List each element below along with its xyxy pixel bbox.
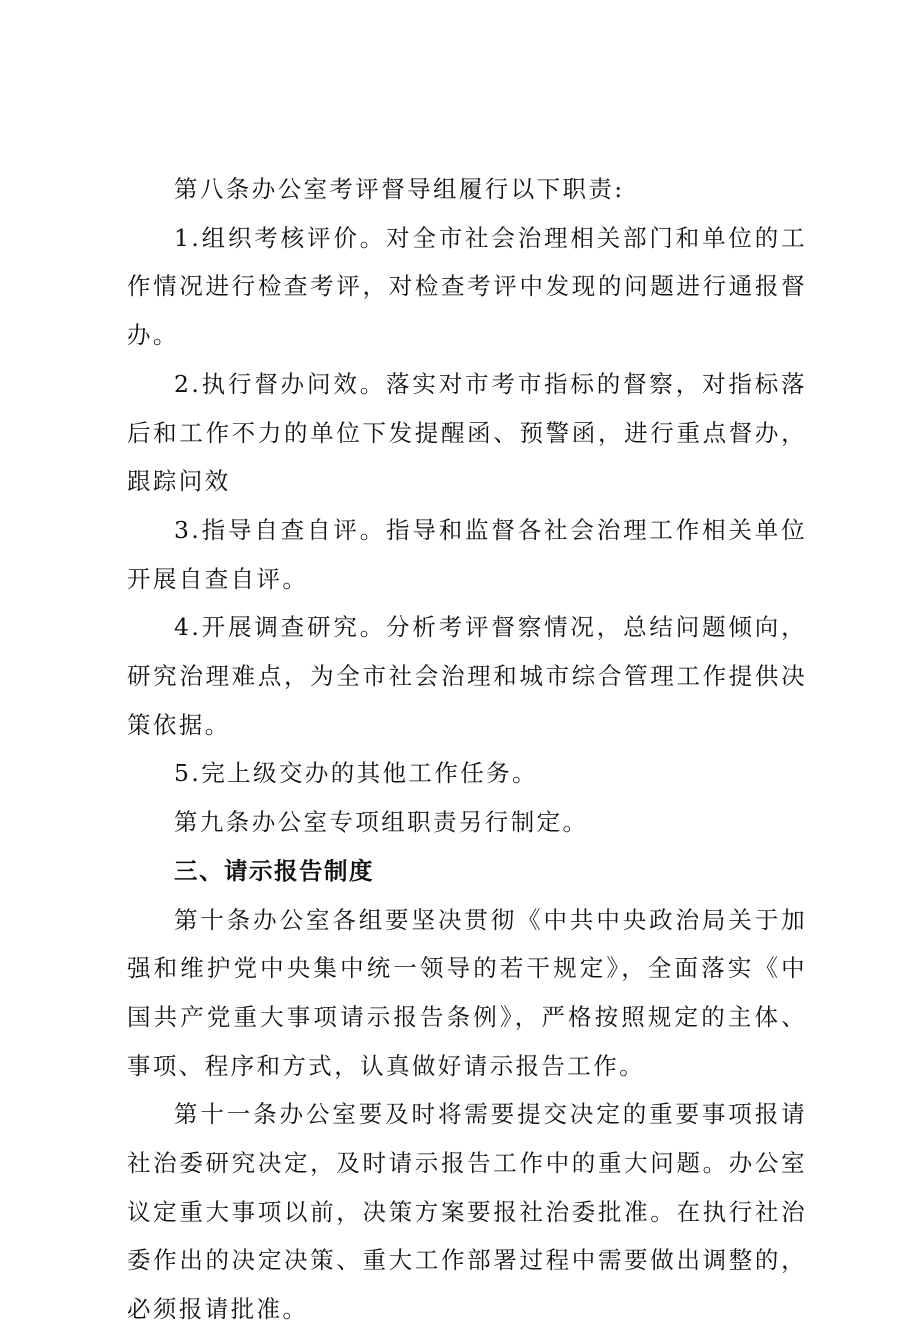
- document-body: [127, 165, 807, 1334]
- duty-item-4: 4.开展调查研究。分析考评督察情况，总结问题倾向，研究治理难点，为全市社会治理和城市综合管理工作提供决策依据。: [127, 613, 807, 739]
- duty-item-3: 3.指导自查自评。指导和监督各社会治理工作相关单位开展自查自评。: [127, 515, 807, 593]
- article-9: 第九条办公室专项组职责另行制定。: [174, 808, 589, 837]
- duty-item-1: 1.组织考核评价。对全市社会治理相关部门和单位的工作情况进行检查考评，对检查考评中发现的问题进行通报督办。: [127, 223, 807, 350]
- section-heading: 三、请示报告制度: [174, 856, 374, 885]
- duty-item-5: 5.完上级交办的其他工作任务。: [174, 759, 538, 788]
- article-11: 第十一条办公室要及时将需要提交决定的重要事项报请社治委研究决定，及时请示报告工作中的重大问题。办公室议定重大事项以前，决策方案要报社治委批准。在执行社治委作出的决定决策、重大工作部署过程中需要做出调整的，必须报请批准。: [127, 1100, 807, 1324]
- article-8-intro: 第八条办公室考评督导组履行以下职责:: [174, 175, 625, 203]
- duty-item-2: 2.执行督办问效。落实对市考市指标的督察，对指标落后和工作不力的单位下发提醒函、预警函，进行重点督办，跟踪问效: [127, 369, 807, 496]
- article-10: 第十条办公室各组要坚决贯彻《中共中央政治局关于加强和维护党中央集中统一领导的若干规定》，全面落实《中国共产党重大事项请示报告条例》，严格按照规定的主体、事项、程序和方式，认真做好请示报告工作。: [127, 905, 807, 1080]
